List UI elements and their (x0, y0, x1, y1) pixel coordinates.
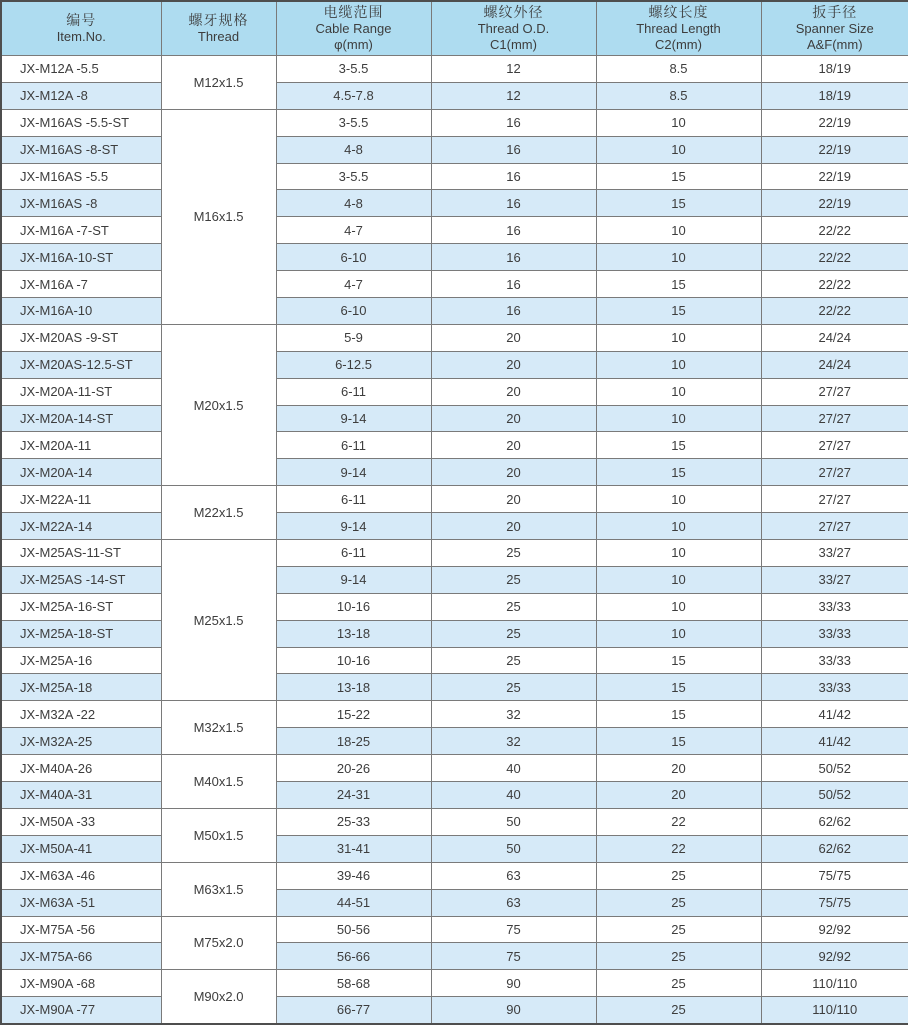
thread-length-cell: 10 (596, 324, 761, 351)
header-en-label: Cable Range (315, 21, 392, 37)
col-header-thread-od (431, 1, 596, 56)
thread-od-cell: 20 (431, 351, 596, 378)
col-header-spanner-size (761, 1, 908, 56)
spanner-size-cell: 27/27 (761, 432, 908, 459)
item-no-cell: JX-M16AS -5.5 (1, 163, 161, 190)
header-unit-label: φ(mm) (334, 37, 373, 53)
thread-length-cell: 20 (596, 755, 761, 782)
table-header (1, 1, 908, 56)
thread-spec-cell: M90x2.0 (161, 970, 276, 1024)
item-no-cell: JX-M22A-11 (1, 486, 161, 513)
spanner-size-cell: 27/27 (761, 459, 908, 486)
cable-range-cell: 9-14 (276, 566, 431, 593)
table-row (1, 271, 908, 298)
item-no-cell: JX-M20A-14-ST (1, 405, 161, 432)
table-row (1, 324, 908, 351)
item-no-cell: JX-M63A -51 (1, 889, 161, 916)
thread-od-cell: 20 (431, 513, 596, 540)
spanner-size-cell: 110/110 (761, 997, 908, 1024)
thread-od-cell: 90 (431, 970, 596, 997)
header-en-label: Thread Length (636, 21, 721, 37)
thread-od-cell: 32 (431, 728, 596, 755)
thread-spec-cell: M50x1.5 (161, 808, 276, 862)
spanner-size-cell: 24/24 (761, 324, 908, 351)
thread-length-cell: 10 (596, 486, 761, 513)
thread-od-cell: 63 (431, 862, 596, 889)
cable-range-cell: 13-18 (276, 620, 431, 647)
table-row (1, 56, 908, 83)
spanner-size-cell: 50/52 (761, 755, 908, 782)
cable-range-cell: 66-77 (276, 997, 431, 1024)
thread-spec-cell: M12x1.5 (161, 56, 276, 110)
cable-range-cell: 56-66 (276, 943, 431, 970)
thread-spec-cell: M75x2.0 (161, 916, 276, 970)
table-body (1, 56, 908, 1024)
cable-range-cell: 9-14 (276, 405, 431, 432)
cable-range-cell: 4-7 (276, 217, 431, 244)
cable-range-cell: 5-9 (276, 324, 431, 351)
thread-length-cell: 25 (596, 943, 761, 970)
header-en-label: Spanner Size (795, 21, 874, 37)
cable-range-cell: 10-16 (276, 593, 431, 620)
table-row (1, 970, 908, 997)
thread-length-cell: 20 (596, 782, 761, 809)
header-zh-label: 螺纹外径 (483, 4, 544, 21)
thread-length-cell: 8.5 (596, 56, 761, 83)
spanner-size-cell: 75/75 (761, 862, 908, 889)
thread-length-cell: 15 (596, 432, 761, 459)
cable-range-cell: 4.5-7.8 (276, 82, 431, 109)
header-en-label: Thread O.D. (477, 21, 550, 37)
item-no-cell: JX-M16A-10 (1, 298, 161, 325)
table-row (1, 728, 908, 755)
cable-range-cell: 6-11 (276, 540, 431, 567)
item-no-cell: JX-M32A-25 (1, 728, 161, 755)
thread-od-cell: 12 (431, 56, 596, 83)
thread-od-cell: 20 (431, 405, 596, 432)
cable-range-cell: 3-5.5 (276, 163, 431, 190)
thread-length-cell: 10 (596, 620, 761, 647)
cable-range-cell: 3-5.5 (276, 109, 431, 136)
spanner-size-cell: 22/19 (761, 136, 908, 163)
item-no-cell: JX-M12A -5.5 (1, 56, 161, 83)
thread-length-cell: 22 (596, 808, 761, 835)
table-row (1, 943, 908, 970)
thread-length-cell: 10 (596, 540, 761, 567)
item-no-cell: JX-M32A -22 (1, 701, 161, 728)
thread-length-cell: 15 (596, 701, 761, 728)
thread-od-cell: 40 (431, 782, 596, 809)
item-no-cell: JX-M22A-14 (1, 513, 161, 540)
item-no-cell: JX-M16AS -8 (1, 190, 161, 217)
thread-od-cell: 75 (431, 916, 596, 943)
item-no-cell: JX-M90A -77 (1, 997, 161, 1024)
item-no-cell: JX-M16A -7 (1, 271, 161, 298)
table-row (1, 862, 908, 889)
cable-range-cell: 4-8 (276, 190, 431, 217)
table-row (1, 298, 908, 325)
thread-od-cell: 25 (431, 566, 596, 593)
cable-range-cell: 9-14 (276, 459, 431, 486)
thread-length-cell: 10 (596, 351, 761, 378)
col-header-thread (161, 1, 276, 56)
item-no-cell: JX-M25A-18 (1, 674, 161, 701)
table-row (1, 566, 908, 593)
thread-od-cell: 20 (431, 459, 596, 486)
thread-length-cell: 10 (596, 405, 761, 432)
item-no-cell: JX-M25A-16 (1, 647, 161, 674)
table-row (1, 647, 908, 674)
thread-od-cell: 20 (431, 486, 596, 513)
header-unit-label: C1(mm) (490, 37, 537, 53)
item-no-cell: JX-M16A-10-ST (1, 244, 161, 271)
item-no-cell: JX-M75A-66 (1, 943, 161, 970)
thread-length-cell: 15 (596, 163, 761, 190)
table-row (1, 109, 908, 136)
table-row (1, 486, 908, 513)
header-unit-label: C2(mm) (655, 37, 702, 53)
item-no-cell: JX-M16A -7-ST (1, 217, 161, 244)
header-zh-label: 螺牙规格 (188, 12, 249, 29)
item-no-cell: JX-M50A -33 (1, 808, 161, 835)
header-unit-label: A&F(mm) (806, 37, 863, 53)
thread-od-cell: 20 (431, 324, 596, 351)
thread-length-cell: 8.5 (596, 82, 761, 109)
thread-length-cell: 15 (596, 728, 761, 755)
thread-od-cell: 63 (431, 889, 596, 916)
item-no-cell: JX-M25A-16-ST (1, 593, 161, 620)
spanner-size-cell: 22/22 (761, 217, 908, 244)
thread-od-cell: 32 (431, 701, 596, 728)
thread-length-cell: 10 (596, 244, 761, 271)
item-no-cell: JX-M63A -46 (1, 862, 161, 889)
thread-length-cell: 25 (596, 970, 761, 997)
thread-od-cell: 90 (431, 997, 596, 1024)
header-en-label: Item.No. (56, 29, 106, 45)
col-header-item-no (1, 1, 161, 56)
thread-od-cell: 25 (431, 620, 596, 647)
spanner-size-cell: 22/19 (761, 163, 908, 190)
cable-range-cell: 6-11 (276, 486, 431, 513)
thread-length-cell: 10 (596, 513, 761, 540)
thread-od-cell: 16 (431, 190, 596, 217)
thread-length-cell: 10 (596, 109, 761, 136)
item-no-cell: JX-M50A-41 (1, 835, 161, 862)
spanner-size-cell: 33/33 (761, 620, 908, 647)
thread-length-cell: 25 (596, 997, 761, 1024)
table-row (1, 674, 908, 701)
spanner-size-cell: 27/27 (761, 513, 908, 540)
thread-od-cell: 16 (431, 163, 596, 190)
spanner-size-cell: 27/27 (761, 486, 908, 513)
spanner-size-cell: 33/33 (761, 593, 908, 620)
item-no-cell: JX-M40A-31 (1, 782, 161, 809)
cable-range-cell: 9-14 (276, 513, 431, 540)
table-row (1, 593, 908, 620)
item-no-cell: JX-M25AS-11-ST (1, 540, 161, 567)
table-row (1, 351, 908, 378)
table-row (1, 432, 908, 459)
thread-length-cell: 15 (596, 271, 761, 298)
table-row (1, 808, 908, 835)
cable-range-cell: 44-51 (276, 889, 431, 916)
spanner-size-cell: 22/22 (761, 271, 908, 298)
thread-od-cell: 16 (431, 136, 596, 163)
thread-od-cell: 25 (431, 647, 596, 674)
table-row (1, 755, 908, 782)
item-no-cell: JX-M20A-14 (1, 459, 161, 486)
thread-length-cell: 10 (596, 136, 761, 163)
thread-od-cell: 16 (431, 244, 596, 271)
spanner-size-cell: 33/33 (761, 674, 908, 701)
spanner-size-cell: 33/27 (761, 566, 908, 593)
thread-length-cell: 22 (596, 835, 761, 862)
table-row (1, 835, 908, 862)
spanner-size-cell: 92/92 (761, 916, 908, 943)
cable-range-cell: 50-56 (276, 916, 431, 943)
cable-range-cell: 25-33 (276, 808, 431, 835)
thread-spec-cell: M40x1.5 (161, 755, 276, 809)
thread-length-cell: 15 (596, 298, 761, 325)
col-header-thread-length (596, 1, 761, 56)
spanner-size-cell: 41/42 (761, 728, 908, 755)
item-no-cell: JX-M25A-18-ST (1, 620, 161, 647)
cable-range-cell: 20-26 (276, 755, 431, 782)
table-row (1, 620, 908, 647)
header-zh-label: 螺纹长度 (648, 4, 709, 21)
cable-range-cell: 6-11 (276, 432, 431, 459)
item-no-cell: JX-M75A -56 (1, 916, 161, 943)
cable-range-cell: 31-41 (276, 835, 431, 862)
thread-od-cell: 16 (431, 217, 596, 244)
thread-length-cell: 15 (596, 647, 761, 674)
thread-spec-cell: M16x1.5 (161, 109, 276, 324)
spanner-size-cell: 18/19 (761, 56, 908, 83)
header-en-label: Thread (197, 29, 240, 45)
table-row (1, 82, 908, 109)
cable-range-cell: 4-7 (276, 271, 431, 298)
cable-range-cell: 39-46 (276, 862, 431, 889)
item-no-cell: JX-M90A -68 (1, 970, 161, 997)
cable-range-cell: 24-31 (276, 782, 431, 809)
spanner-size-cell: 22/22 (761, 298, 908, 325)
spanner-size-cell: 24/24 (761, 351, 908, 378)
table-row (1, 459, 908, 486)
header-row (1, 1, 908, 56)
spanner-size-cell: 110/110 (761, 970, 908, 997)
item-no-cell: JX-M16AS -8-ST (1, 136, 161, 163)
header-zh-label: 电缆范围 (323, 4, 384, 21)
table-row (1, 136, 908, 163)
table-row (1, 163, 908, 190)
spanner-size-cell: 62/62 (761, 808, 908, 835)
thread-od-cell: 25 (431, 593, 596, 620)
thread-length-cell: 15 (596, 190, 761, 217)
item-no-cell: JX-M12A -8 (1, 82, 161, 109)
thread-length-cell: 25 (596, 889, 761, 916)
spanner-size-cell: 41/42 (761, 701, 908, 728)
thread-od-cell: 12 (431, 82, 596, 109)
thread-spec-cell: M25x1.5 (161, 540, 276, 701)
table-row (1, 701, 908, 728)
cable-range-cell: 3-5.5 (276, 56, 431, 83)
spanner-size-cell: 27/27 (761, 405, 908, 432)
cable-range-cell: 6-10 (276, 244, 431, 271)
cable-range-cell: 10-16 (276, 647, 431, 674)
thread-od-cell: 50 (431, 808, 596, 835)
item-no-cell: JX-M20A-11-ST (1, 378, 161, 405)
table-row (1, 997, 908, 1024)
thread-od-cell: 25 (431, 674, 596, 701)
thread-od-cell: 75 (431, 943, 596, 970)
spanner-size-cell: 50/52 (761, 782, 908, 809)
thread-length-cell: 25 (596, 916, 761, 943)
thread-od-cell: 20 (431, 378, 596, 405)
cable-range-cell: 6-10 (276, 298, 431, 325)
thread-od-cell: 16 (431, 298, 596, 325)
thread-od-cell: 25 (431, 540, 596, 567)
thread-spec-cell: M20x1.5 (161, 324, 276, 485)
item-no-cell: JX-M40A-26 (1, 755, 161, 782)
item-no-cell: JX-M25AS -14-ST (1, 566, 161, 593)
item-no-cell: JX-M16AS -5.5-ST (1, 109, 161, 136)
thread-od-cell: 40 (431, 755, 596, 782)
thread-spec-cell: M22x1.5 (161, 486, 276, 540)
cable-range-cell: 13-18 (276, 674, 431, 701)
table-row (1, 540, 908, 567)
table-row (1, 378, 908, 405)
thread-length-cell: 15 (596, 674, 761, 701)
spanner-size-cell: 22/19 (761, 190, 908, 217)
spanner-size-cell: 27/27 (761, 378, 908, 405)
table-row (1, 244, 908, 271)
cable-range-cell: 6-11 (276, 378, 431, 405)
thread-length-cell: 10 (596, 566, 761, 593)
thread-length-cell: 10 (596, 217, 761, 244)
spanner-size-cell: 62/62 (761, 835, 908, 862)
thread-spec-cell: M63x1.5 (161, 862, 276, 916)
col-header-cable-range (276, 1, 431, 56)
thread-od-cell: 50 (431, 835, 596, 862)
spanner-size-cell: 18/19 (761, 82, 908, 109)
table-row (1, 782, 908, 809)
thread-spec-cell: M32x1.5 (161, 701, 276, 755)
cable-range-cell: 4-8 (276, 136, 431, 163)
thread-od-cell: 20 (431, 432, 596, 459)
thread-od-cell: 16 (431, 271, 596, 298)
table-row (1, 190, 908, 217)
item-no-cell: JX-M20AS-12.5-ST (1, 351, 161, 378)
spanner-size-cell: 92/92 (761, 943, 908, 970)
thread-length-cell: 10 (596, 378, 761, 405)
table-row (1, 513, 908, 540)
item-no-cell: JX-M20AS -9-ST (1, 324, 161, 351)
table-row (1, 217, 908, 244)
cable-range-cell: 6-12.5 (276, 351, 431, 378)
item-no-cell: JX-M20A-11 (1, 432, 161, 459)
header-zh-label: 编号 (66, 12, 97, 29)
header-zh-label: 扳手径 (812, 4, 858, 21)
thread-length-cell: 15 (596, 459, 761, 486)
table-row (1, 916, 908, 943)
thread-length-cell: 10 (596, 593, 761, 620)
cable-range-cell: 18-25 (276, 728, 431, 755)
thread-od-cell: 16 (431, 109, 596, 136)
thread-length-cell: 25 (596, 862, 761, 889)
table-row (1, 889, 908, 916)
cable-range-cell: 58-68 (276, 970, 431, 997)
spanner-size-cell: 75/75 (761, 889, 908, 916)
spanner-size-cell: 22/19 (761, 109, 908, 136)
spanner-size-cell: 33/33 (761, 647, 908, 674)
table-row (1, 405, 908, 432)
spanner-size-cell: 22/22 (761, 244, 908, 271)
cable-range-cell: 15-22 (276, 701, 431, 728)
spanner-size-cell: 33/27 (761, 540, 908, 567)
